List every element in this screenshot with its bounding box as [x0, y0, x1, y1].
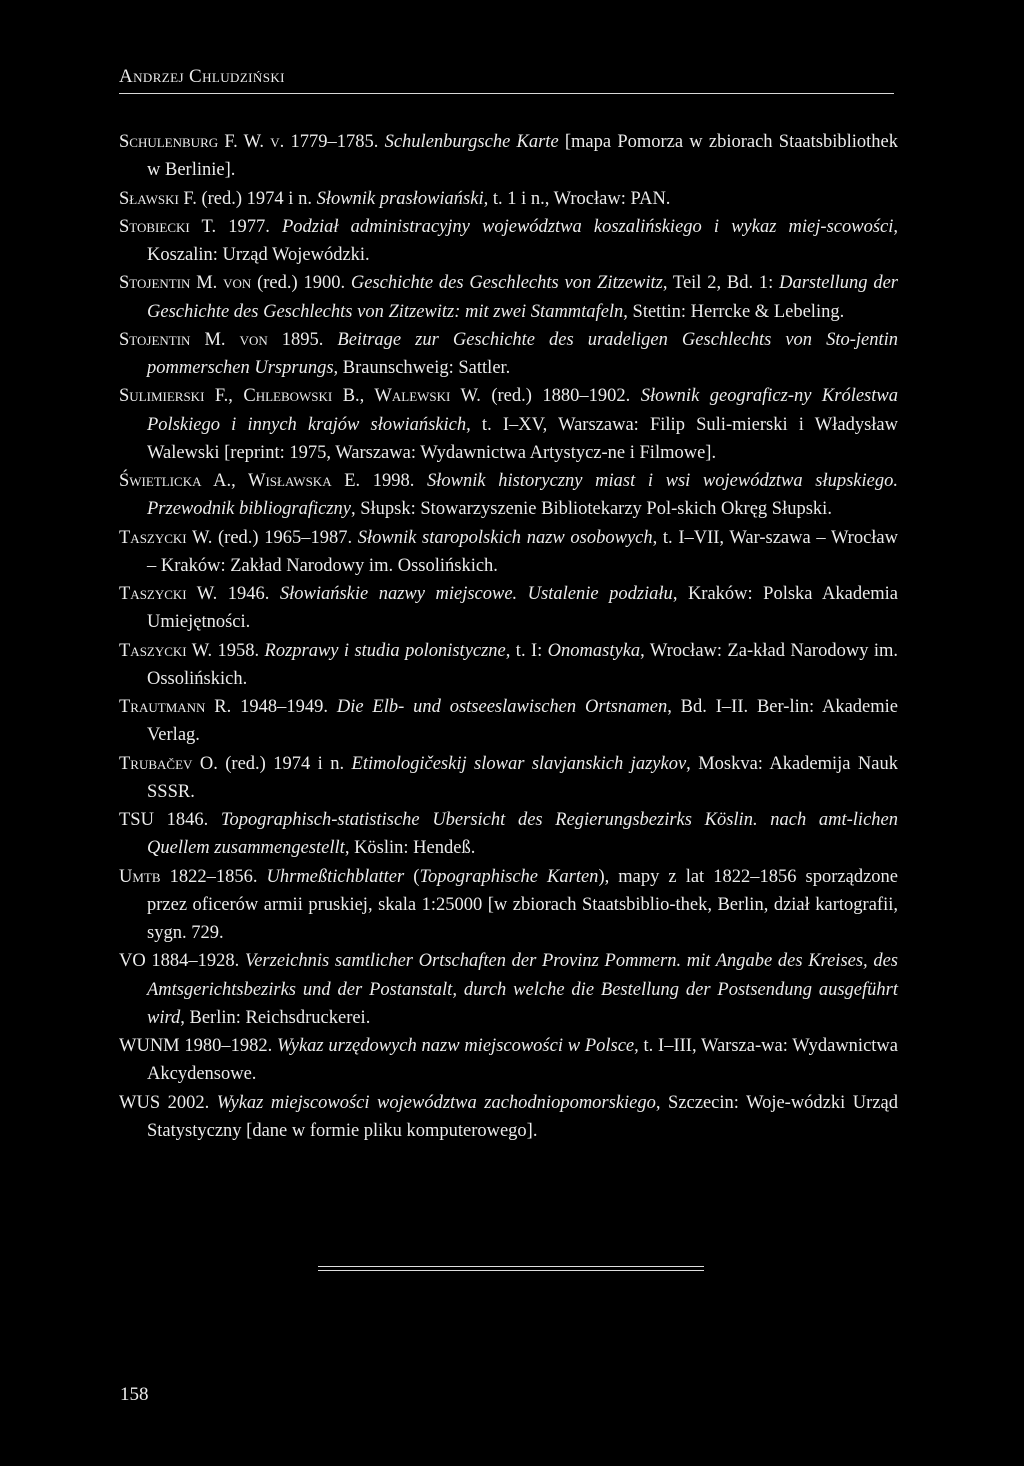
- entry-title: Etimologičeskij slowar slavjanskich jazykov: [351, 753, 687, 774]
- entry-author: Stojentin M. von: [119, 273, 252, 294]
- footer-divider-top: [318, 1266, 704, 1267]
- entry-year: 1958.: [212, 640, 265, 661]
- entry-author: Świetlicka A., Wisławska E.: [119, 471, 361, 491]
- entry-year: 1884–1928.: [145, 951, 245, 972]
- entry-rest: , Kraków: Polska Akademia Umiejętności.: [147, 584, 899, 633]
- entry-year: 1948–1949.: [231, 697, 337, 717]
- entry-author: WUS: [119, 1092, 161, 1113]
- entry-year: (red.) 1974 i n.: [217, 753, 352, 774]
- entry-author: Trubačev O.: [119, 753, 218, 774]
- footer-divider-bottom: [318, 1270, 704, 1271]
- bibliography-entry: [119, 806, 898, 863]
- bibliography-entry: [119, 524, 898, 581]
- page-number: 158: [120, 1384, 149, 1405]
- entry-title: Geschichte des Geschlechts von Zitzewitz: [350, 273, 663, 294]
- entry-rest-continued: , Wrocław: Za-kład Narodowy im. Ossolińskich.: [147, 640, 898, 689]
- entry-author: VO: [119, 951, 146, 972]
- entry-title: Die Elb- und ostseeslawischen Ortsnamen: [336, 697, 668, 717]
- entry-rest-continued: , Stettin: Herrcke & Lebeling.: [623, 301, 845, 322]
- bibliography-entry: [119, 750, 898, 807]
- entry-rest: , Moskva: Akademija Nauk SSSR.: [147, 753, 898, 802]
- entry-author: Stojentin M. von: [119, 329, 268, 350]
- entry-subtitle: Onomastyka: [547, 640, 641, 661]
- entry-year: (red.) 1965–1987.: [212, 527, 358, 548]
- entry-author: Umtb: [119, 866, 161, 887]
- entry-author: Taszycki W.: [119, 527, 213, 548]
- bibliography-entry: [119, 269, 898, 326]
- entry-title: Słownik staropolskich nazw osobowych: [357, 527, 653, 548]
- entry-rest: , Braunschweig: Sattler.: [333, 358, 511, 378]
- header-divider: [119, 93, 894, 94]
- bibliography-entry: [119, 693, 898, 750]
- entry-rest: , Berlin: Reichsdruckerei.: [180, 1007, 371, 1028]
- entry-rest: , t. I–XV, Warszawa: Filip Suli-mierski i Władysław Walewski [reprint: 1975, Warszawa: Wydawnictwa Artystycz-ne i Filmowe].: [147, 414, 898, 463]
- bibliography-entry: [119, 580, 898, 637]
- entry-year: (red.) 1880–1902.: [480, 386, 641, 407]
- entry-rest: , Bd. I–II. Ber-lin: Akademie Verlag.: [147, 697, 898, 746]
- bibliography-entry: [119, 1089, 898, 1146]
- entry-author: Sławski F.: [119, 188, 197, 209]
- entry-year: 1946.: [217, 584, 280, 604]
- entry-author: WUNM: [119, 1036, 180, 1056]
- bibliography-entry: [119, 637, 898, 694]
- entry-title: Beitrage zur Geschichte des uradeligen Geschlechts von Sto-jentin pommerschen Ursprungs: [147, 329, 899, 378]
- entry-year: 1977.: [216, 216, 282, 237]
- entry-title: Słownik historyczny miast i wsi województwa słupskiego. Przewodnik bibliograficzny: [147, 471, 898, 520]
- bibliography-entry: [119, 128, 898, 185]
- entry-year: 1779–1785.: [284, 132, 385, 152]
- entry-year: 1846.: [153, 810, 221, 830]
- bibliography-entry: [119, 382, 898, 467]
- entry-title: Wykaz miejscowości województwa zachodniopomorskiego: [216, 1092, 656, 1113]
- entry-title: Verzeichnis samtlicher Ortschaften der Provinz Pommern. mit Angabe des Kreises, des Amtsgerichtsbezirks und der Postanstalt, durch welche die Bestellung der Postsendung ausgeführt wird: [147, 951, 899, 1028]
- entry-author: Taszycki W.: [119, 640, 213, 661]
- bibliography-entry: [119, 185, 898, 213]
- running-head: Andrzej Chludziński: [119, 66, 285, 87]
- entry-rest: , Koszalin: Urząd Wojewódzki.: [147, 216, 898, 265]
- entry-year: 1998.: [360, 471, 428, 491]
- entry-rest: [mapa Pomorza w zbiorach Staatsbibliothek w Berlinie].: [147, 132, 898, 181]
- entry-author: Taszycki W.: [119, 584, 218, 604]
- entry-year: (red.) 1974 i n.: [196, 188, 317, 209]
- bibliography-entry: [119, 1032, 898, 1089]
- entry-title: Słownik geograficz-ny Królestwa Polskiego i innych krajów słowiańskich: [147, 386, 898, 435]
- entry-title: Topographisch-statistische Ubersicht des Regierungsbezirks Köslin. nach amt-lichen Quellem zusammengestellt: [147, 810, 898, 859]
- entry-rest: , t. 1 i n., Wrocław: PAN.: [483, 188, 671, 209]
- bibliography-entry: [119, 213, 898, 270]
- entry-year: 1822–1856.: [160, 866, 267, 887]
- entry-year: 1980–1982.: [179, 1036, 278, 1056]
- entry-rest: (: [404, 866, 420, 887]
- entry-rest: , t. I–III, Warsza-wa: Wydawnictwa Akcydensowe.: [147, 1036, 898, 1085]
- bibliography-entry: [119, 863, 898, 948]
- entry-rest: , Köslin: Hendeß.: [344, 838, 476, 859]
- entry-title: Rozprawy i studia polonistyczne: [264, 640, 506, 661]
- entry-title: Wykaz urzędowych nazw miejscowości w Polsce: [277, 1036, 635, 1056]
- bibliography-list: [119, 128, 898, 1145]
- entry-rest: , t. I–VII, War-szawa – Wrocław – Kraków: Zakład Narodowy im. Ossolińskich.: [147, 527, 899, 576]
- entry-year: (red.) 1900.: [251, 273, 351, 294]
- bibliography-entry: [119, 947, 898, 1032]
- entry-title: Schulenburgsche Karte: [384, 132, 559, 152]
- entry-author: Schulenburg F. W. v.: [119, 132, 285, 152]
- entry-author: Trautmann R.: [119, 697, 232, 717]
- entry-rest: , t. I:: [505, 640, 548, 661]
- entry-author: Stobiecki T.: [119, 216, 217, 237]
- entry-title: Podział administracyjny województwa koszalińskiego i wykaz miej-scowości: [282, 216, 894, 237]
- entry-year: 2002.: [160, 1092, 217, 1113]
- entry-rest: , Teil 2, Bd. 1:: [662, 273, 780, 294]
- entry-rest: , Słupsk: Stowarzyszenie Bibliotekarzy Pol-skich Okręg Słupski.: [351, 499, 832, 520]
- bibliography-entry: [119, 467, 898, 524]
- entry-title: Słowiańskie nazwy miejscowe. Ustalenie podziału: [279, 584, 673, 604]
- entry-author: Sulimierski F., Chlebowski B., Walewski W.: [119, 386, 481, 407]
- entry-subtitle: Topographische Karten: [419, 866, 599, 887]
- entry-rest-continued: ), mapy z lat 1822–1856 sporządzone przez oficerów armii pruskiej, skala 1:25000 [w zbiorach Staatsbiblio-thek, Berlin, dział kartografii, sygn. 729.: [147, 866, 898, 943]
- bibliography-entry: [119, 326, 898, 383]
- entry-title: Uhrmeßtichblatter: [266, 866, 405, 887]
- entry-rest: , Szczecin: Woje-wódzki Urząd Statystyczny [dane w formie pliku komputerowego].: [147, 1092, 898, 1141]
- entry-title: Słownik prasłowiański: [316, 188, 484, 209]
- entry-subtitle: Darstellung der Geschichte des Geschlechts von Zitzewitz: mit zwei Stammtafeln: [147, 273, 898, 322]
- entry-year: 1895.: [267, 329, 338, 350]
- entry-author: TSU: [119, 810, 154, 830]
